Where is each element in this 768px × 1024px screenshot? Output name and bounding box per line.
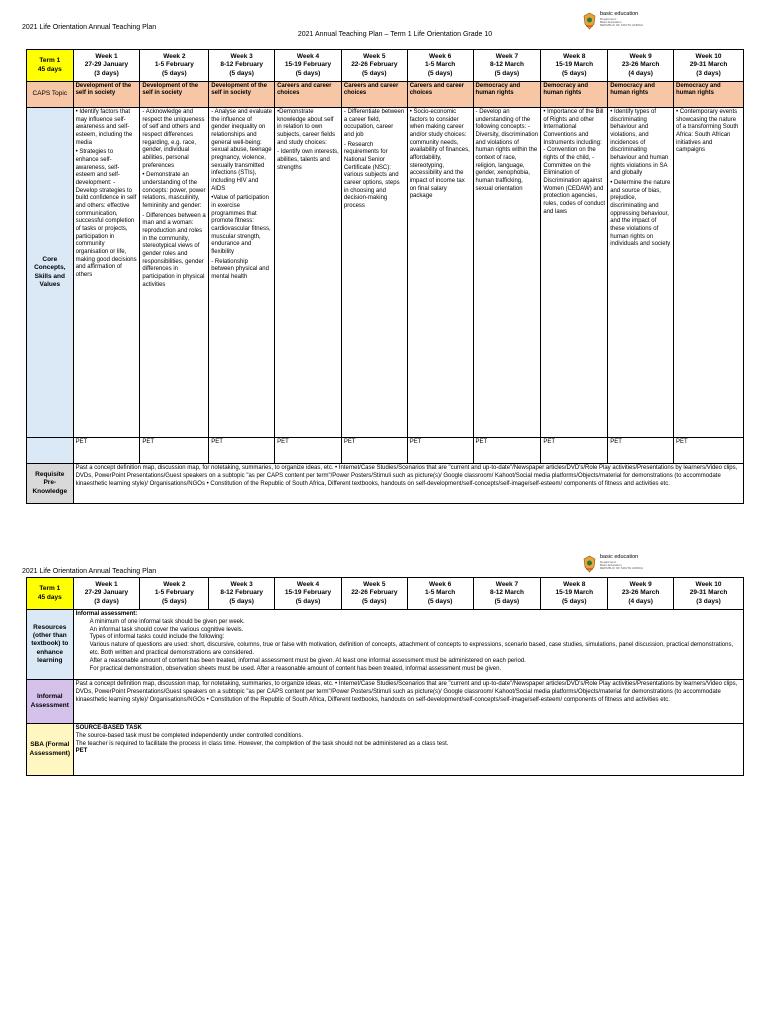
sba-line: The source-based task must be completed independently under controlled conditions. [75,732,304,739]
requisite-label: Requisite Pre-Knowledge [27,464,74,504]
week-header: Week 9 23-26 March (4 days) [608,578,674,610]
week-header: Week 7 8-12 March (5 days) [473,50,541,82]
week-header: Week 10 29-31 March (3 days) [674,50,744,82]
pet-cell: PET [209,438,275,464]
pet-cell: PET [674,438,744,464]
week-header: Week 4 15-19 February (5 days) [275,50,342,82]
logo-line-1: basic education [600,554,639,560]
week-header: Week 1 27-29 January (3 days) [73,578,140,610]
coat-of-arms-icon [582,555,597,573]
resources-line: For practical demonstration, observation sheets must be used. After a reasonable amount of content has been treated, informal assessment must be given. [89,665,502,672]
resources-line: Types of informal tasks could include the following: [89,634,225,641]
document-title-2: 2021 Life Orientation Annual Teaching Plan [22,568,157,575]
term-label: Term 1 [39,57,61,65]
informal-assessment-row [27,680,744,724]
topic-cell: Democracy and human rights [541,82,608,108]
core-cell: • Importance of the Bill of Rights and other International Conventions and Instruments including: - Convention on the rights of the child, - Committee on the Elimination of Discrimination against Women (CEDAW) and protection agencies, rules, codes of conduct and laws [541,108,608,438]
logo-line-4: REPUBLIC OF SOUTH AFRICA [600,23,644,28]
core-cell: - Analyse and evaluate the influence of gender inequality on relationships and general well-being: sexual abuse, teenage pregnancy, violence, sexually transmitted infections (STIs), including HIV and AIDS •Value of participation in exercise programmes that promote fitness: cardiovascular fitness, muscular strength, endurance and flexibility - Relationship between physical and mental health [209,108,275,438]
pet-cell: PET [541,438,608,464]
week-header: Week 8 15-19 March (5 days) [541,50,608,82]
resources-row [27,610,744,680]
week-header: Week 5 22-26 February (5 days) [341,50,407,82]
document-title: 2021 Life Orientation Annual Teaching Plan [22,24,157,31]
plan-title: 2021 Annual Teaching Plan – Term 1 Life Orientation Grade 10 [297,31,493,38]
pet-row-label [27,438,74,464]
logo-text [600,12,643,27]
pet-cell: PET [608,438,674,464]
week-header: Week 5 22-26 February (5 days) [341,578,407,610]
topic-cell: Democracy and human rights [608,82,674,108]
pet-row [27,438,744,464]
term-cell-2: Term 1 45 days [27,578,74,610]
sba-heading: SOURCE-BASED TASK [75,725,142,731]
core-cell: • Contemporary events showcasing the nature of a transforming South Africa: South African initiatives and campaigns [674,108,744,438]
core-cell: •Demonstrate knowledge about self in relation to own subjects, career fields and study choices: - Identify own interests, abilities, talents and strengths [275,108,342,438]
week-header: Week 8 15-19 March (5 days) [541,578,608,610]
week-header: Week 1 27-29 January (3 days) [73,50,140,82]
resources-line: After a reasonable amount of content has been treated, informal assessment must be given. At least one informal assessment must be administered on each period. [89,657,526,664]
requisite-row [27,464,744,504]
dbe-logo-2 [582,555,650,577]
resources-line: A minimum of one informal task should be given per week. [89,618,245,625]
week-header: Week 10 29-31 March (3 days) [674,578,744,610]
week-header: Week 7 8-12 March (5 days) [473,578,541,610]
dbe-logo [582,12,650,34]
topic-cell: Development of the self in society [73,82,140,108]
pet-cell: PET [275,438,342,464]
core-cell: • Identify factors that may influence self-awareness and self-esteem, including the media • Strategies to enhance self-awareness, self-esteem and self-development: - Develop strategies to build confidence in self and others: effective communication, successful completion of tasks or projects, participation in community organisation or life, making good decisions and affirmation of others [73,108,140,438]
caps-topic-label: CAPS Topic [27,82,74,108]
pet-cell: PET [407,438,473,464]
week-header-row-2 [27,578,744,610]
sba-label: SBA (Formal Assessment) [27,724,74,776]
week-header: Week 4 15-19 February (5 days) [275,578,342,610]
pet-cell: PET [140,438,209,464]
core-cell: - Acknowledge and respect the uniqueness of self and others and respect differences regarding, e.g. race, gender, individual abilities, personal preferences • Demonstrate an understanding of the concepts: power, power relations, masculinity, femininity and gender: - Differences between a man and a woman: reproduction and roles in the community, stereotypical views of gender roles and responsibilities, gender differences in participation in physical activities [140,108,209,438]
logo-text-2 [600,555,643,570]
informal-assessment-text: Past a concept definition map, discussion map, for notetaking, summaries, to organize ideas, etc. • Internet/Case Studies/Scenarios that are "current and up-to-date"/Newspaper articles/DVD's/Role Play activities/Presentations by learners/Video clips, DVDs, PowerPoint Presentations/Guest speakers on a subtopic "as per CAPS content per term"/Power Posters/Stimuli such as picture(s)/ Google classroom/ Kahoot/Social media platforms/Objects/material for demonstrations (to accommodate kinaesthetic learning style)/ Organisations/NGOs • Constitution of the Republic of South Africa, Different textbooks, handouts on self-development/self-concepts/self-image/self-esteem/ components of fitness and activities etc. [73,680,743,724]
week-header: Week 2 1-5 February (5 days) [140,578,209,610]
topic-cell: Careers and career choices [407,82,473,108]
logo-line-2: Department: [600,559,617,564]
page-2 [0,550,768,810]
core-cell: - Differentiate between a career field, occupation, career and job - Research requirements for National Senior Certificate (NSC): various subjects and career options, steps in choosing and decision-making process [341,108,407,438]
pet-cell: PET [73,438,140,464]
week-header-row [27,50,744,82]
sba-line: The teacher is required to facilitate the process in class time. However, the completion of the task should not be administered as a class test. [75,740,449,747]
topic-cell: Careers and career choices [275,82,342,108]
week-header: Week 2 1-5 February (5 days) [140,50,209,82]
teaching-plan-table [26,49,744,504]
logo-line-3: Basic Education [600,562,622,567]
core-concepts-row [27,108,744,438]
logo-line-3: Basic Education [600,19,622,24]
topic-cell: Development of the self in society [140,82,209,108]
week-header: Week 6 1-5 March (5 days) [407,578,473,610]
pet-cell: PET [473,438,541,464]
caps-topic-row [27,82,744,108]
term-days: 45 days [37,65,62,73]
resources-line: Various nature of questions are used: short, discursive, columns, true or false with motivation, definition of concepts, attachment of concepts to expressions, scenario based, case studies, simulations, panel discussion, practical demonstrations, etc. Both written and practical demonstrations are considered. [89,642,734,656]
resources-heading: Informal assessment: [75,611,138,617]
resources-label: Resources (other than textbook) to enhance learning [27,610,74,680]
week-header: Week 6 1-5 March (5 days) [407,50,473,82]
week-header: Week 3 8-12 February (5 days) [209,50,275,82]
logo-line-2: Department: [600,16,617,21]
sba-row [27,724,744,776]
sba-line: PET [75,748,88,755]
core-concepts-label: Core Concepts, Skills and Values [27,108,74,438]
requisite-text: Past a concept definition map, discussion map, for notetaking, summaries, to organize ideas, etc. • Internet/Case Studies/Scenarios that are "current and up-to-date"/Newspaper articles/DVD's/Role Play activities/Presentations by learners/Video clips, DVDs, PowerPoint Presentations/Guest speakers on a subtopic "as per CAPS content per term"/Power Posters/Stimuli such as picture(s)/ Google classroom/ Kahoot/Social media platforms/Objects/material for demonstrations (to accommodate kinaesthetic learning style)/ Organisations/NGOs • Constitution of the Republic of South Africa, Different textbooks, handouts on self-development/self-concepts/self-image/self-esteem/ components of fitness and activities etc. [73,464,743,504]
week-header: Week 3 8-12 February (5 days) [209,578,275,610]
week-header: Week 9 23-26 March (4 days) [608,50,674,82]
topic-cell: Democracy and human rights [473,82,541,108]
topic-cell: Careers and career choices [341,82,407,108]
term-cell [27,50,74,82]
informal-assessment-label: Informal Assessment [27,680,74,724]
coat-of-arms-icon [582,12,597,30]
resources-text [73,610,743,680]
topic-cell: Democracy and human rights [674,82,744,108]
logo-line-4: REPUBLIC OF SOUTH AFRICA [600,566,644,571]
sba-text [73,724,743,776]
core-cell: - Develop an understanding of the following concepts: - Diversity, discrimination and violations of human rights within the context of race, religion, language, gender, xenophobia, human trafficking, sexual orientation [473,108,541,438]
resources-line: An informal task should cover the various cognitive levels. [89,626,244,633]
core-cell: • Socio-economic factors to consider when making career and/or study choices: community needs, availability of finances, affordability, stereotyping, accessibility and the impact of income tax on final salary package [407,108,473,438]
logo-line-1: basic education [600,11,639,17]
topic-cell: Development of the self in society [209,82,275,108]
assessment-table [26,577,744,776]
core-cell: • Identify types of discriminating behaviour and violations, and incidences of discriminating behaviour and human rights violations in SA and globally • Determine the nature and source of bias, prejudice, discriminating and oppressing behaviour, and the impact of these violations of human rights on individuals and society [608,108,674,438]
pet-cell: PET [341,438,407,464]
